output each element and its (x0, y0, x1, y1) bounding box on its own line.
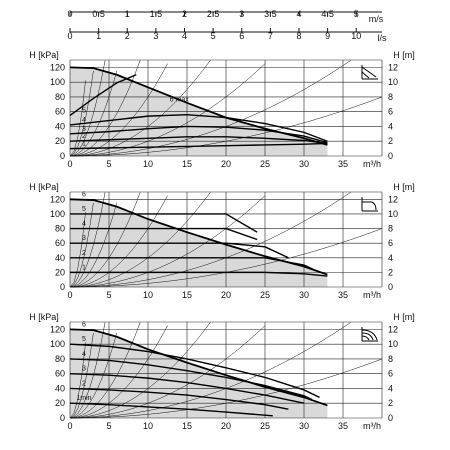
x-tick: 25 (259, 421, 271, 431)
x-axis-label: m³/h (363, 290, 381, 300)
x-tick: 35 (337, 290, 349, 300)
curve-label: 1min (76, 395, 92, 403)
y-tick-m: 0 (388, 413, 394, 423)
curve-label: 4 (82, 116, 86, 124)
x-tick: 5 (106, 421, 112, 431)
ms-tick-label: 5 (353, 9, 359, 19)
curve-label: 4 (82, 350, 86, 358)
y-tick-m: 2 (388, 398, 394, 409)
curve-label: 5 (82, 336, 86, 344)
y-axis-label-right: H [m] (393, 182, 415, 192)
y-axis-label-right: H [m] (393, 312, 415, 322)
y-axis-label-left: H [kPa] (29, 312, 59, 322)
y-tick-kpa: 20 (54, 136, 65, 147)
ls-tick-label: 5 (210, 31, 216, 41)
ms-tick-label: 3.5 (264, 9, 277, 19)
curve-label: 6 max (169, 96, 189, 104)
y-tick-m: 6 (388, 238, 394, 249)
ls-unit-label: l/s (377, 33, 387, 43)
y-tick-kpa: 100 (49, 339, 65, 350)
ms-tick-label: 1.5 (149, 9, 163, 19)
y-tick-m: 4 (388, 383, 394, 394)
x-tick: 20 (220, 290, 232, 300)
y-tick-m: 0 (388, 282, 394, 292)
curve-label: 2 (82, 380, 86, 388)
x-tick: 5 (106, 159, 112, 169)
y-tick-kpa: 80 (54, 353, 65, 364)
y-tick-kpa: 0 (59, 413, 65, 423)
y-tick-kpa: 80 (54, 91, 65, 102)
ls-tick-label: 3 (153, 31, 159, 41)
curve-label: 4 (82, 220, 86, 228)
x-tick: 15 (181, 421, 193, 431)
y-tick-kpa: 20 (54, 398, 65, 409)
curve-label: 5 (82, 107, 86, 115)
y-tick-m: 2 (388, 267, 394, 278)
x-axis-label: m³/h (363, 421, 381, 431)
y-tick-kpa: 40 (54, 121, 65, 132)
curve-label: 6 (82, 191, 86, 199)
x-tick: 5 (106, 290, 112, 300)
x-tick: 0 (67, 421, 73, 431)
y-tick-kpa: 120 (49, 194, 65, 205)
x-tick: 35 (337, 159, 349, 169)
chart-panels (29, 50, 415, 431)
ms-tick-label: 0 (67, 9, 73, 19)
curve-label: 2 (82, 133, 86, 141)
curve-label: 6 (82, 321, 86, 329)
ms-unit-label: m/s (368, 14, 384, 24)
x-tick: 10 (142, 159, 154, 169)
y-tick-kpa: 100 (49, 77, 65, 88)
ls-tick-label: 7 (267, 31, 273, 41)
curve-label: 1 (82, 140, 86, 148)
x-tick: 35 (337, 421, 349, 431)
y-tick-kpa: 60 (54, 238, 65, 249)
x-tick: 30 (298, 290, 310, 300)
x-tick: 20 (220, 159, 232, 169)
y-tick-kpa: 0 (59, 151, 65, 161)
y-tick-kpa: 0 (59, 282, 65, 292)
top-axis (67, 9, 387, 43)
y-tick-kpa: 80 (54, 223, 65, 234)
x-tick: 25 (259, 159, 271, 169)
x-tick: 0 (67, 290, 73, 300)
y-tick-m: 8 (388, 353, 394, 364)
x-tick: 10 (142, 421, 154, 431)
ms-tick-label: 3 (239, 9, 245, 19)
chart-panel-2 (29, 182, 415, 300)
x-tick: 30 (298, 159, 310, 169)
curve-label: 3 (82, 235, 86, 243)
y-tick-m: 10 (388, 77, 399, 88)
y-tick-kpa: 120 (49, 324, 65, 335)
x-axis-label: m³/h (363, 159, 381, 169)
y-tick-m: 12 (388, 62, 399, 73)
ms-tick-label: 4 (296, 9, 302, 19)
y-tick-kpa: 60 (54, 106, 65, 117)
curve-label: 2 (82, 249, 86, 257)
ms-tick-label: 1 (124, 9, 130, 19)
y-tick-m: 6 (388, 106, 394, 117)
ms-tick-label: 2.5 (206, 9, 220, 19)
y-tick-m: 12 (388, 324, 399, 335)
y-axis-label-right: H [m] (393, 50, 415, 60)
ms-tick-label: 2 (181, 9, 188, 19)
ls-tick-label: 2 (124, 31, 130, 41)
curve-label: 3 (82, 125, 86, 133)
y-tick-kpa: 20 (54, 267, 65, 278)
y-tick-m: 0 (388, 151, 394, 161)
y-tick-m: 10 (388, 339, 399, 350)
curve-label: 3 (82, 365, 86, 373)
y-tick-m: 6 (388, 368, 394, 379)
x-tick: 25 (259, 290, 271, 300)
y-tick-kpa: 100 (49, 208, 65, 219)
y-axis-label-left: H [kPa] (29, 182, 59, 192)
y-tick-kpa: 120 (49, 62, 65, 73)
x-tick: 20 (220, 421, 232, 431)
ls-tick-label: 8 (296, 31, 302, 41)
ms-tick-label: 4.5 (321, 9, 334, 19)
ms-tick-label: 0.5 (92, 9, 105, 19)
y-tick-m: 2 (388, 136, 394, 147)
ls-tick-label: 9 (325, 31, 331, 41)
ls-tick-label: 4 (181, 31, 188, 41)
y-tick-m: 4 (388, 252, 394, 263)
chart-panel-1 (29, 50, 415, 169)
y-tick-m: 4 (388, 121, 394, 132)
curve-label: 1 (82, 264, 86, 272)
y-axis-label-left: H [kPa] (29, 50, 59, 60)
ls-tick-label: 6 (239, 31, 245, 41)
x-tick: 15 (181, 290, 193, 300)
curve-label: 5 (82, 205, 86, 213)
y-tick-kpa: 40 (54, 383, 65, 394)
y-tick-m: 8 (388, 91, 394, 102)
x-tick: 15 (181, 159, 193, 169)
y-tick-m: 12 (388, 194, 399, 205)
chart-panel-3 (29, 312, 415, 431)
ls-tick-label: 10 (351, 31, 362, 41)
y-tick-kpa: 40 (54, 252, 65, 263)
x-tick: 0 (67, 159, 73, 169)
y-tick-m: 10 (388, 208, 399, 219)
ls-tick-label: 1 (96, 31, 102, 41)
x-tick: 30 (298, 421, 310, 431)
x-tick: 10 (142, 290, 154, 300)
y-tick-kpa: 60 (54, 368, 65, 379)
ls-tick-label: 0 (67, 31, 73, 41)
y-tick-m: 8 (388, 223, 394, 234)
